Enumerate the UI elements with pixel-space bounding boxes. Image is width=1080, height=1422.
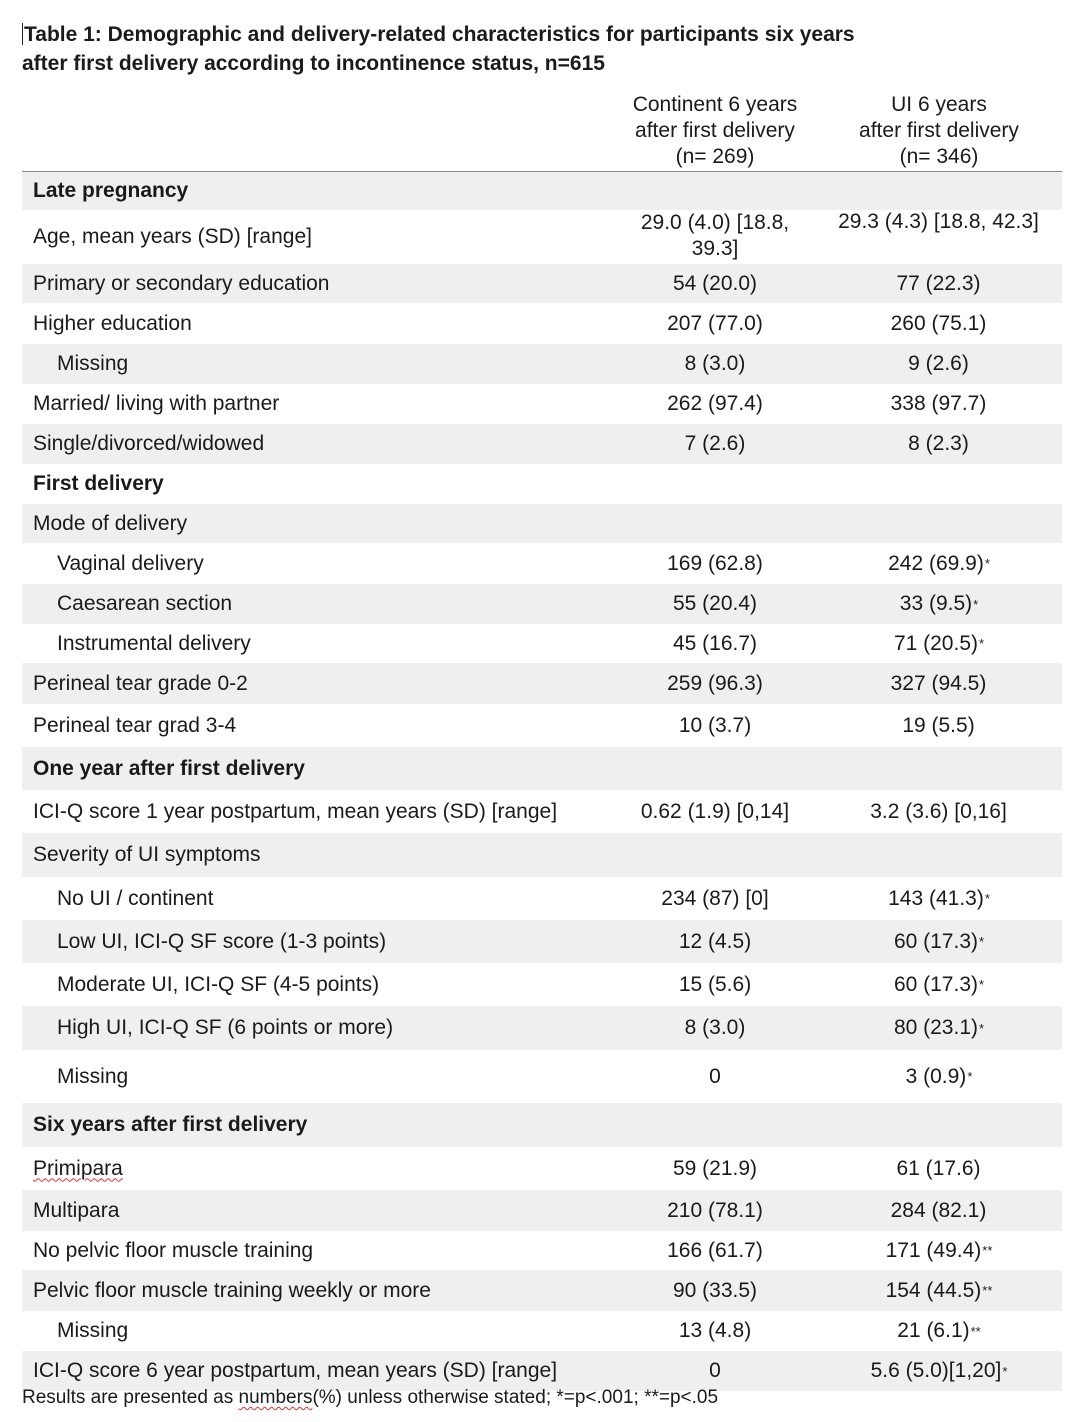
table-footnote	[22, 1386, 718, 1410]
table-section-row	[22, 464, 1062, 504]
row-label	[33, 1147, 613, 1190]
row-label	[57, 1311, 637, 1351]
continent-value: 59 (21.9)	[672, 1156, 758, 1180]
row-label-text: Missing	[57, 1064, 129, 1088]
continent-value: 55 (20.4)	[672, 592, 758, 615]
row-label-text: Married/ living with partner	[33, 392, 280, 415]
row-label	[57, 543, 637, 584]
table-row	[22, 624, 1062, 663]
row-label	[33, 424, 613, 464]
table-row	[22, 1147, 1062, 1190]
ui-value-text: 77 (22.3)	[896, 271, 981, 295]
row-label	[57, 1006, 637, 1050]
ui-value-text: 19 (5.5)	[902, 713, 975, 737]
ui-value	[822, 584, 1056, 624]
continent-value	[620, 747, 810, 790]
continent-value: 12 (4.5)	[678, 929, 752, 953]
row-label-text: Severity of UI symptoms	[33, 843, 261, 866]
row-label	[33, 1231, 613, 1270]
continent-value: 45 (16.7)	[672, 631, 758, 655]
section-heading	[33, 172, 613, 210]
ui-value	[822, 384, 1056, 424]
table-row	[22, 584, 1062, 624]
table-row	[22, 1006, 1062, 1050]
text-cursor	[22, 23, 23, 45]
continent-value: 0.62 (1.9) [0,14]	[640, 799, 790, 823]
ui-value-text: 338 (97.7)	[890, 392, 987, 415]
ui-value-text: 171 (49.4)	[885, 1238, 982, 1262]
significance-marker: *	[1002, 1363, 1008, 1379]
ui-value	[822, 464, 1056, 504]
row-label-text: ICI-Q score 1 year postpartum, mean years (SD) [range]	[33, 799, 558, 823]
table-row	[22, 543, 1062, 584]
significance-marker: **	[982, 1243, 993, 1258]
ui-value-text: 284 (82.1)	[890, 1198, 987, 1222]
ui-value-text: 327 (94.5)	[890, 671, 987, 695]
caption-line-1-text: Table 1: Demographic and delivery-related characteristics for participants six years	[24, 23, 855, 46]
ui-value	[822, 1006, 1056, 1050]
ui-value-text: 21 (6.1)	[897, 1319, 970, 1342]
continent-value	[620, 833, 810, 877]
ui-value-text: 3 (0.9)	[905, 1064, 967, 1088]
continent-value: 210 (78.1)	[667, 1198, 763, 1222]
row-label	[33, 704, 613, 747]
table-row	[22, 1270, 1062, 1311]
row-label	[33, 790, 613, 833]
row-label-text: No pelvic floor muscle training	[33, 1238, 314, 1262]
significance-marker: *	[973, 596, 979, 612]
table-row	[22, 424, 1062, 464]
table-section-row	[22, 172, 1062, 210]
row-label-text: Primary or secondary education	[33, 271, 330, 295]
row-label	[57, 877, 637, 920]
section-heading	[33, 464, 613, 504]
table-row	[22, 877, 1062, 920]
ui-value	[822, 543, 1056, 584]
row-label-text: Six years after first delivery	[33, 1113, 308, 1136]
row-label	[57, 344, 637, 384]
continent-value: 13 (4.8)	[678, 1319, 752, 1342]
ui-value	[822, 504, 1056, 543]
row-label	[33, 264, 613, 303]
table-body	[22, 172, 1062, 1391]
row-label-text: Moderate UI, ICI-Q SF (4-5 points)	[57, 972, 380, 996]
continent-value: 8 (3.0)	[684, 1016, 746, 1039]
column-header-ui	[842, 92, 1036, 170]
continent-value	[620, 172, 810, 210]
table-row	[22, 1190, 1062, 1231]
table-row	[22, 790, 1062, 833]
row-label	[33, 1190, 613, 1231]
footnote-text-end: (%) unless otherwise stated; *=p<.001; **=p<.05	[312, 1387, 719, 1408]
row-label-text: Primipara	[33, 1156, 123, 1180]
row-label-text: Mode of delivery	[33, 511, 188, 535]
ui-value-text: 9 (2.6)	[908, 352, 969, 375]
table-row	[22, 1231, 1062, 1270]
continent-value: 259 (96.3)	[667, 671, 763, 695]
continent-value	[620, 504, 810, 543]
continent-value: 90 (33.5)	[672, 1278, 758, 1302]
table-row	[22, 704, 1062, 747]
row-label-text: Perineal tear grade 0-2	[33, 671, 248, 695]
section-heading	[33, 747, 613, 790]
row-label	[33, 833, 613, 877]
table-caption	[22, 20, 1052, 78]
significance-marker: *	[979, 636, 985, 651]
continent-value: 10 (3.7)	[678, 713, 752, 737]
significance-marker: *	[967, 1069, 973, 1084]
row-label-text: Perineal tear grad 3-4	[33, 713, 237, 737]
continent-value: 169 (62.8)	[667, 551, 763, 575]
caption-line-1	[22, 20, 1052, 49]
table-row	[22, 963, 1062, 1006]
table-row	[22, 344, 1062, 384]
ui-value-text: 60 (17.3)	[893, 972, 978, 996]
row-label-text: Missing	[57, 352, 129, 375]
ui-value-text: 29.3 (4.3) [18.8, 42.3]	[838, 210, 1039, 233]
ui-value	[822, 344, 1056, 384]
significance-marker: *	[984, 556, 990, 571]
ui-value	[822, 963, 1056, 1006]
ui-value	[822, 172, 1056, 210]
row-label	[33, 384, 613, 424]
continent-value: 29.0 (4.0) [18.8, 39.3]	[640, 211, 790, 260]
ui-value-text: 61 (17.6)	[896, 1156, 981, 1180]
ui-value-text: 154 (44.5)	[885, 1278, 982, 1302]
ui-value	[822, 1190, 1056, 1231]
ui-value	[822, 624, 1056, 663]
table-row	[22, 1050, 1062, 1103]
ui-value	[822, 790, 1056, 833]
ui-value	[822, 747, 1056, 790]
table-row	[22, 384, 1062, 424]
table-row	[22, 303, 1062, 344]
row-label	[57, 584, 637, 624]
row-label-text: Vaginal delivery	[57, 551, 204, 575]
ui-value	[822, 663, 1056, 704]
continent-value: 0	[709, 1064, 721, 1088]
section-heading	[33, 1103, 613, 1147]
row-label	[57, 624, 637, 663]
ui-value-text: 8 (2.3)	[908, 432, 969, 455]
ui-value	[822, 1311, 1056, 1351]
ui-value	[822, 210, 1056, 264]
row-label-text: Higher education	[33, 311, 192, 335]
column-header	[22, 92, 1062, 172]
ui-value-text: 33 (9.5)	[899, 592, 973, 615]
ui-value-text: 80 (23.1)	[893, 1016, 978, 1039]
ui-value-text: 71 (20.5)	[893, 631, 978, 655]
table-row	[22, 920, 1062, 963]
column-header-continent-line-2: after first delivery	[635, 119, 795, 142]
table-section-row	[22, 747, 1062, 790]
ui-value	[822, 1351, 1056, 1391]
table-row	[22, 1311, 1062, 1351]
ui-value	[822, 1103, 1056, 1147]
ui-value	[822, 303, 1056, 344]
significance-marker: **	[982, 1283, 993, 1298]
row-label-text: Late pregnancy	[33, 179, 189, 202]
row-label-text: Pelvic floor muscle training weekly or more	[33, 1278, 431, 1302]
row-label-text: Low UI, ICI-Q SF score (1-3 points)	[57, 929, 387, 953]
row-label	[33, 1270, 613, 1311]
row-label	[33, 504, 613, 543]
column-header-continent-line-1: Continent 6 years	[632, 93, 798, 116]
continent-value: 166 (61.7)	[667, 1238, 763, 1262]
significance-marker: *	[979, 1020, 985, 1036]
continent-value: 7 (2.6)	[684, 432, 746, 455]
significance-marker: **	[970, 1323, 981, 1339]
significance-marker: *	[979, 977, 985, 992]
table-row	[22, 264, 1062, 303]
ui-value	[822, 920, 1056, 963]
row-label-text: Missing	[57, 1319, 129, 1342]
ui-value-text: 143 (41.3)	[888, 886, 984, 910]
row-label-text: Single/divorced/widowed	[33, 432, 265, 455]
continent-value: 207 (77.0)	[667, 311, 763, 335]
ui-value	[822, 1050, 1056, 1103]
ui-value	[822, 877, 1056, 920]
footnote-text-start: Results are presented as	[22, 1387, 239, 1408]
ui-value	[822, 1147, 1056, 1190]
continent-value	[620, 1103, 810, 1147]
continent-value: 8 (3.0)	[684, 352, 746, 375]
continent-value: 234 (87) [0]	[661, 886, 769, 910]
continent-value: 15 (5.6)	[678, 972, 752, 996]
continent-value: 0	[709, 1359, 721, 1382]
column-header-continent-line-3: (n= 269)	[675, 145, 755, 168]
row-label-text: No UI / continent	[57, 886, 214, 910]
row-label	[33, 210, 613, 264]
column-header-continent	[620, 92, 810, 170]
continent-value: 262 (97.4)	[667, 392, 763, 415]
caption-line-2: after first delivery according to incontinence status, n=615	[22, 52, 605, 75]
row-label	[57, 1050, 637, 1103]
significance-marker: *	[979, 934, 985, 949]
row-label	[33, 663, 613, 704]
row-label-text: One year after first delivery	[33, 756, 305, 780]
table-row	[22, 210, 1062, 264]
ui-value	[822, 424, 1056, 464]
ui-value	[822, 1270, 1056, 1311]
row-label-text: ICI-Q score 6 year postpartum, mean years (SD) [range]	[33, 1359, 558, 1382]
ui-value-text: 5.6 (5.0)[1,20]	[870, 1359, 1002, 1382]
table-row	[22, 1351, 1062, 1391]
ui-value	[822, 1231, 1056, 1270]
row-label-text: High UI, ICI-Q SF (6 points or more)	[57, 1016, 394, 1039]
table-row	[22, 663, 1062, 704]
ui-value-text: 60 (17.3)	[893, 929, 978, 953]
continent-value: 54 (20.0)	[672, 271, 758, 295]
column-header-ui-line-2: after first delivery	[859, 119, 1019, 142]
significance-marker: *	[984, 891, 990, 906]
row-label-text: First delivery	[33, 472, 164, 495]
column-header-ui-line-1: UI 6 years	[891, 93, 987, 116]
footnote-misspelled-word: numbers	[238, 1387, 313, 1408]
row-label	[57, 963, 637, 1006]
ui-value-text: 260 (75.1)	[890, 311, 987, 335]
ui-value-text: 242 (69.9)	[888, 551, 984, 575]
row-label	[33, 1351, 613, 1391]
row-label-text: Multipara	[33, 1198, 120, 1222]
ui-value	[822, 264, 1056, 303]
row-label-text: Caesarean section	[57, 592, 233, 615]
table-section-row	[22, 1103, 1062, 1147]
row-label	[57, 920, 637, 963]
row-label-text: Instrumental delivery	[57, 631, 251, 655]
row-label-text: Age, mean years (SD) [range]	[33, 225, 312, 248]
table-row	[22, 504, 1062, 543]
ui-value-text: 3.2 (3.6) [0,16]	[870, 799, 1007, 823]
table-row	[22, 833, 1062, 877]
ui-value	[822, 833, 1056, 877]
column-header-ui-line-3: (n= 346)	[899, 145, 979, 168]
continent-value	[620, 464, 810, 504]
row-label	[33, 303, 613, 344]
ui-value	[822, 704, 1056, 747]
